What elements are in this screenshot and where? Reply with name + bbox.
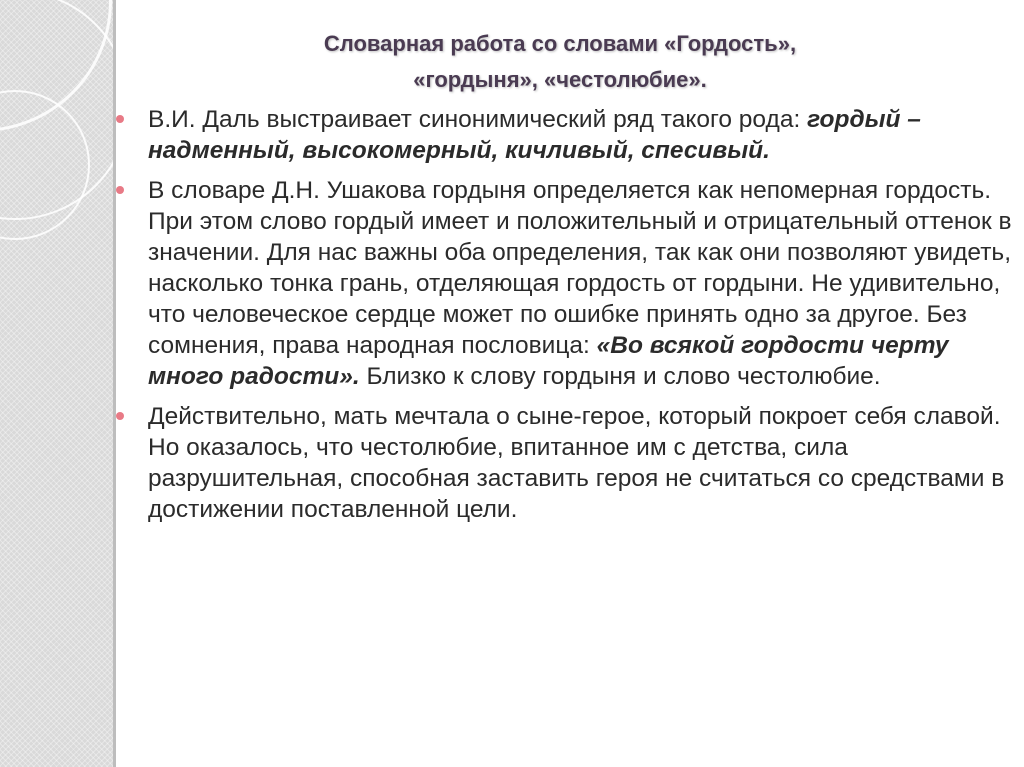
bullet-dot-icon <box>116 412 124 420</box>
slide-body <box>112 104 1012 534</box>
slide-title <box>200 26 920 98</box>
bullet-text: Действительно, мать мечтала о сыне-герое, который покроет себя славой. Но оказалось, что честолюбие, впитанное им с детства, сила разрушительная, способная заставить героя не считаться со средствами в достижении поставленной цели. <box>148 403 1005 523</box>
bullet-dot-icon <box>116 115 124 123</box>
bullet-dot-icon <box>116 186 124 194</box>
bullet-item <box>112 104 1012 166</box>
decorative-side-panel <box>0 0 113 767</box>
bullet-text: В словаре Д.Н. Ушакова гордыня определяется как непомерная гордость. При этом слово гордый имеет и положительный и отрицательный оттенок в значении. Для нас важны оба определения, так как они позволяют увидеть, насколько тонка грань, отделяющая гордость от гордыни. Не удивительно, что человеческое сердце может по ошибке принять одно за другое. Без сомнения, права народная пословица: <box>148 177 1012 359</box>
slide-title-line-1: Словарная работа со словами «Гордость», <box>323 31 797 56</box>
bullet-text: Близко к слову гордыня и слово честолюбие. <box>359 363 881 390</box>
bullet-emphasis: гордый – надменный, высокомерный, кичливый, спесивый. <box>148 106 921 164</box>
bullet-text: В.И. Даль выстраивает синонимический ряд такого рода: <box>148 106 808 133</box>
slide-title-line-2: «гордыня», «честолюбие». <box>413 67 707 92</box>
bullet-item <box>112 401 1012 525</box>
bullet-emphasis: «Во всякой гордости черту много радости». <box>148 332 949 390</box>
bullet-item <box>112 175 1012 392</box>
